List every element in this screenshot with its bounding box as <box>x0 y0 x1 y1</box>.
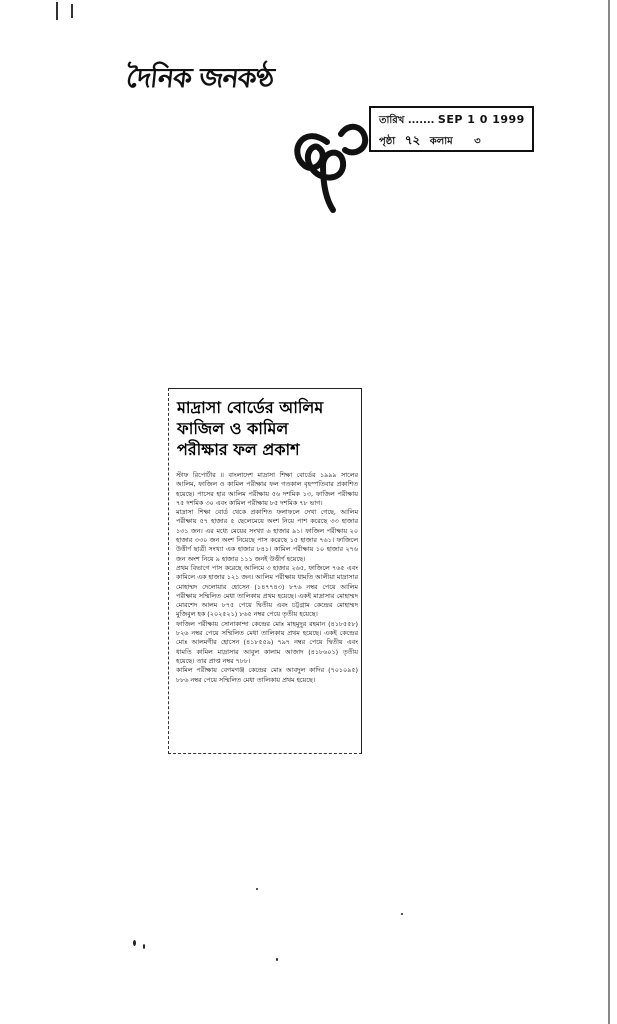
headline-line: মাদ্রাসা বোর্ডের আলিম <box>177 398 324 417</box>
article-paragraph: কামিল পরীক্ষায় বেগমগঞ্জ কেন্দ্রের মোঃ আবদুল কাদির (৭০১০৯৫) ৮৮৬ নম্বর পেয়ে সম্মিলিত মেধা তালিকায় প্রথম হয়েছে। <box>176 666 358 684</box>
date-value: SEP 1 0 1999 <box>437 113 525 126</box>
article-paragraph: মাদ্রাসা শিক্ষা বোর্ড থেকে প্রকাশিত ফলাফলে দেখা গেছে, আলিম পরীক্ষায় ৫৭ হাজার ৫ ছেলেমেয়ে অংশ নিয়ে পাশ করেছে ৩৩ হাজার ১৩১ জন। এর মধ্যে মেয়ের সংখ্যা ৬ হাজার ৯১। ফাজিল পরীক্ষায় ২০ হাজার ৩৩০ জন অংশ নিয়েছে পাস করেছে ১৫ হাজার ৭৬১। ফাজিলে উত্তীর্ণ ছাত্রী সংখ্যা এক হাজার ৮৪১। কামিল পরীক্ষায় ১০ হাজার ২৭৬ জন অংশ নিয়ে ৯ হাজার ১১১ জনই উত্তীর্ণ হয়েছে। <box>176 508 358 563</box>
page-label: পৃষ্ঠা <box>379 136 396 147</box>
page-value: ৭২ <box>404 133 421 147</box>
left-edge-mark <box>56 2 58 20</box>
article-body <box>176 471 358 685</box>
headline-line: পরীক্ষার ফল প্রকাশ <box>177 440 300 459</box>
newspaper-masthead: দৈনিক জনকণ্ঠ <box>124 63 275 94</box>
scan-speck <box>133 940 136 946</box>
scan-speck <box>256 888 258 890</box>
article-paragraph: প্রথম বিভাগে পাস করেছে আলিমে ৩ হাজার ২৬৫, ফাজিলে ৭৬৫ এবং কামিলে এক হাজার ১২১ জন। আলিম পরীক্ষায় ধামতি আলীয়া মাদ্রাসার মোহাম্মদ দেলোয়ার হোসেন (১৪৭৭৪৩) ৮৭৬ নম্বর পেয়ে আলিম পরীক্ষায় সম্মিলিত মেধা তালিকায় প্রথম হয়েছে। একই মাদ্রাসার মোহাম্মদ মোরশেদ আলম ৮৭৫ পেয়ে দ্বিতীয় এবং চট্টগ্রাম কেন্দ্রের মোহাম্মদ মুজিবুল হক (২০২৫২১) ৮৬৫ নম্বর পেয়ে তৃতীয় হয়েছে। <box>176 563 358 619</box>
right-edge-line <box>608 0 610 1024</box>
article-paragraph: স্টাফ রিপোর্টার ॥ বাংলাদেশ মাদ্রাসা শিক্ষা বোর্ডের ১৯৯৯ সালের আলিম, ফাজিল ও কামিল পরীক্ষার ফল গতকাল বৃহস্পতিবার প্রকাশিত হয়েছে। পাসের হার আলিম পরীক্ষায় ৫৬ দশমিক ১৩, ফাজিল পরীক্ষায় ৭৫ দশমিক ৩০ এবং কামিল পরীক্ষায় ৮৫ দশমিক ৭৮ ভাগ। <box>176 471 358 507</box>
date-label: তারিখ <box>379 115 405 126</box>
handwritten-mark-icon <box>283 112 373 218</box>
scan-speck <box>401 913 403 915</box>
column-label: কলাম <box>429 136 453 147</box>
article-paragraph: ফাজিল পরীক্ষায় সোনাকান্দা কেন্দ্রের মোঃ মাহমুদুর রহমান (৪১৮৫৫৮) ৮২৬ নম্বর পেয়ে সম্মিলিত মেধা তালিকায় প্রথম হয়েছে। একই কেন্দ্রের মোঃ আলমগীর হোসেন (৪১৮৫৫৯) ৭৯৭ নম্বর পেয়ে দ্বিতীয় এবং ধামতি কামিল মাদ্রাসার আবুল কালাম আজাদ (৪১৮৬০১) তৃতীয় হয়েছে। তার প্রাপ্ত নম্বর ৭৮৮। <box>176 619 358 665</box>
scan-speck <box>276 958 278 961</box>
column-value: ৩ <box>474 136 481 147</box>
newspaper-clipping <box>168 388 362 754</box>
scan-speck <box>143 944 145 949</box>
article-headline <box>177 397 357 460</box>
left-edge-mark <box>71 4 73 18</box>
headline-line: ফাজিল ও কামিল <box>177 419 289 438</box>
date-stamp: তারিখ ....... SEP 1 0 1999 পৃষ্ঠা ৭২ কলাম ৩ <box>369 106 534 152</box>
